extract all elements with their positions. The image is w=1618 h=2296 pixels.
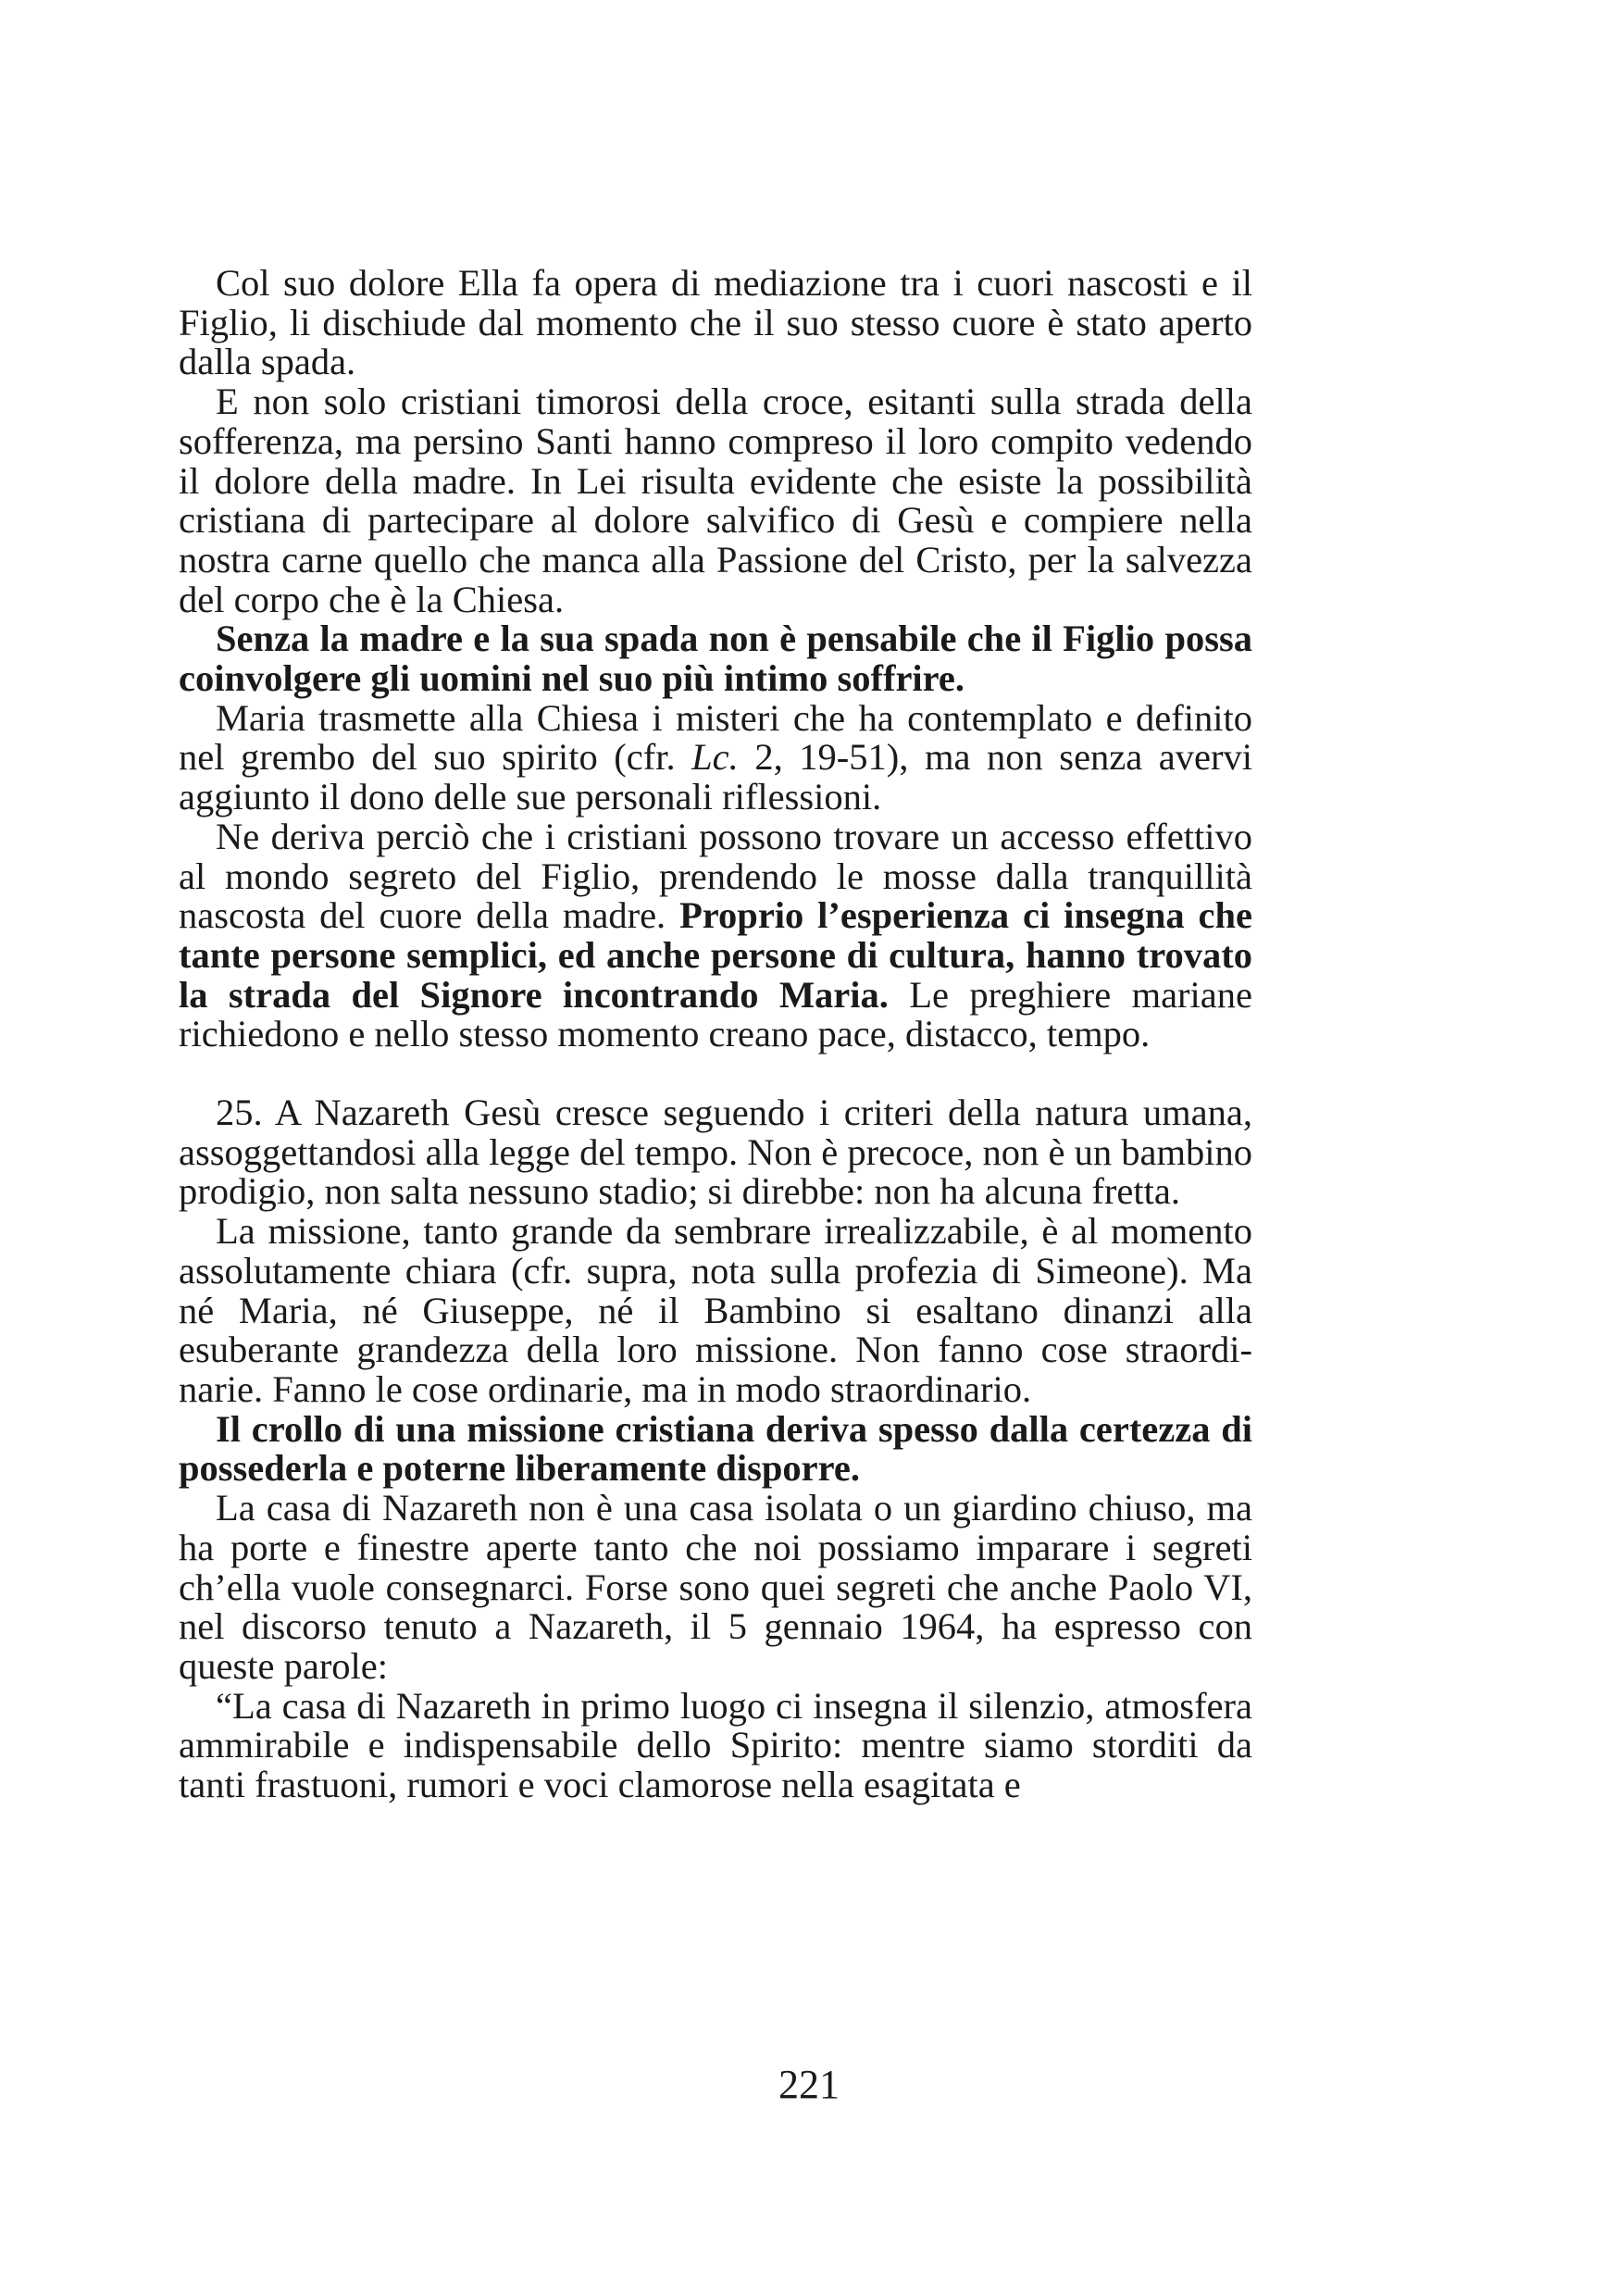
paragraph	[179, 817, 1252, 1054]
paragraph	[179, 619, 1252, 698]
paragraph	[179, 1093, 1252, 1212]
text-run: E non solo cristiani timorosi della croce, esitanti sulla strada della sofferenza, ma persino Santi hanno compreso il loro compito vedendo il dolore della madre. In Lei risulta evidente che esiste la possibilità cristiana di partecipare al dolore salvifico di Gesù e compiere nella nostra carne quello che manca alla Passione del Cristo, per la salvezza del corpo che è la Chiesa.	[179, 381, 1252, 620]
text-run: La missione, tanto grande da sembrare irrealizzabile, è al momento assolutamente chiara (cfr. supra, nota sulla profezia di Simeone). Ma né Maria, né Giuseppe, né il Bambino si esaltano dinanzi alla esuberante grandezza della loro missione. Non fanno cose straordinarie. Fanno le cose ordinarie, ma in modo straordinario.	[179, 1210, 1252, 1410]
body-text	[179, 264, 1252, 1805]
bold-text: Il crollo di una missione cristiana deriva spesso dalla certezza di possederla e poterne liberamente disporre.	[179, 1407, 1252, 1490]
text-run: Ne deriva perciò che i cristiani possono trovare un accesso effettivo al mondo segreto del Figlio, prendendo le mosse dalla tranquillità nascosta del cuore della madre.	[179, 815, 1252, 937]
paragraph	[179, 1212, 1252, 1410]
paragraph	[179, 1684, 1252, 1806]
text-run: Maria trasmette alla Chiesa i misteri che ha contemplato e definito nel grembo del suo spirito (cfr.	[179, 696, 1252, 779]
paragraph	[179, 1489, 1252, 1687]
text-run: Le preghiere mariane richiedono e nello stesso momento creano pace, distacco, tempo.	[179, 973, 1252, 1055]
text-run: “La casa di Nazareth in primo luogo ci insegna il silenzio, atmosfera ammirabile e indispensabile dello Spirito: mentre siamo storditi da tanti frastuoni, rumori e voci clamorose nella esagitata e	[179, 1684, 1252, 1806]
text-run: La casa di Nazareth non è una casa isolata o un giardino chiuso, ma ha porte e finestre aperte tanto che noi possiamo imparare i segreti ch’ella vuole consegnarci. Forse sono quei segreti che anche Paolo VI, nel discorso tenuto a Nazareth, il 5 gennaio 1964, ha espresso con queste parole:	[179, 1487, 1252, 1687]
paragraph	[179, 1407, 1252, 1490]
bold-text: Senza la madre e la sua spada non è pensabile che il Figlio possa coinvolgere gli uomini nel suo più intimo soffrire.	[179, 618, 1252, 700]
text-run: 25. A Nazareth Gesù cresce seguendo i criteri della natura umana, assoggettandosi alla legge del tempo. Non è precoce, non è un bambino prodigio, non salta nessuno stadio; si direbbe: non ha alcuna fretta.	[179, 1092, 1252, 1213]
italic-text: Lc.	[691, 736, 739, 779]
paragraph	[179, 382, 1252, 619]
bold-text: Proprio l’esperienza ci insegna che tante persone semplici, ed anche persone di cultura, hanno trovato la strada del Signore incontrando Maria.	[179, 894, 1253, 1016]
paragraph	[179, 696, 1252, 818]
page-number: 221	[778, 2062, 840, 2107]
text-run: 2, 19-51), ma non senza avervi aggiunto il dono delle sue personali riflessioni.	[179, 736, 1252, 818]
paragraph	[179, 264, 1252, 382]
text-run: Col suo dolore Ella fa opera di mediazione tra i cuori nascosti e il Figlio, li dischiude dal momento che il suo stesso cuore è stato aperto dalla spada.	[179, 262, 1252, 383]
